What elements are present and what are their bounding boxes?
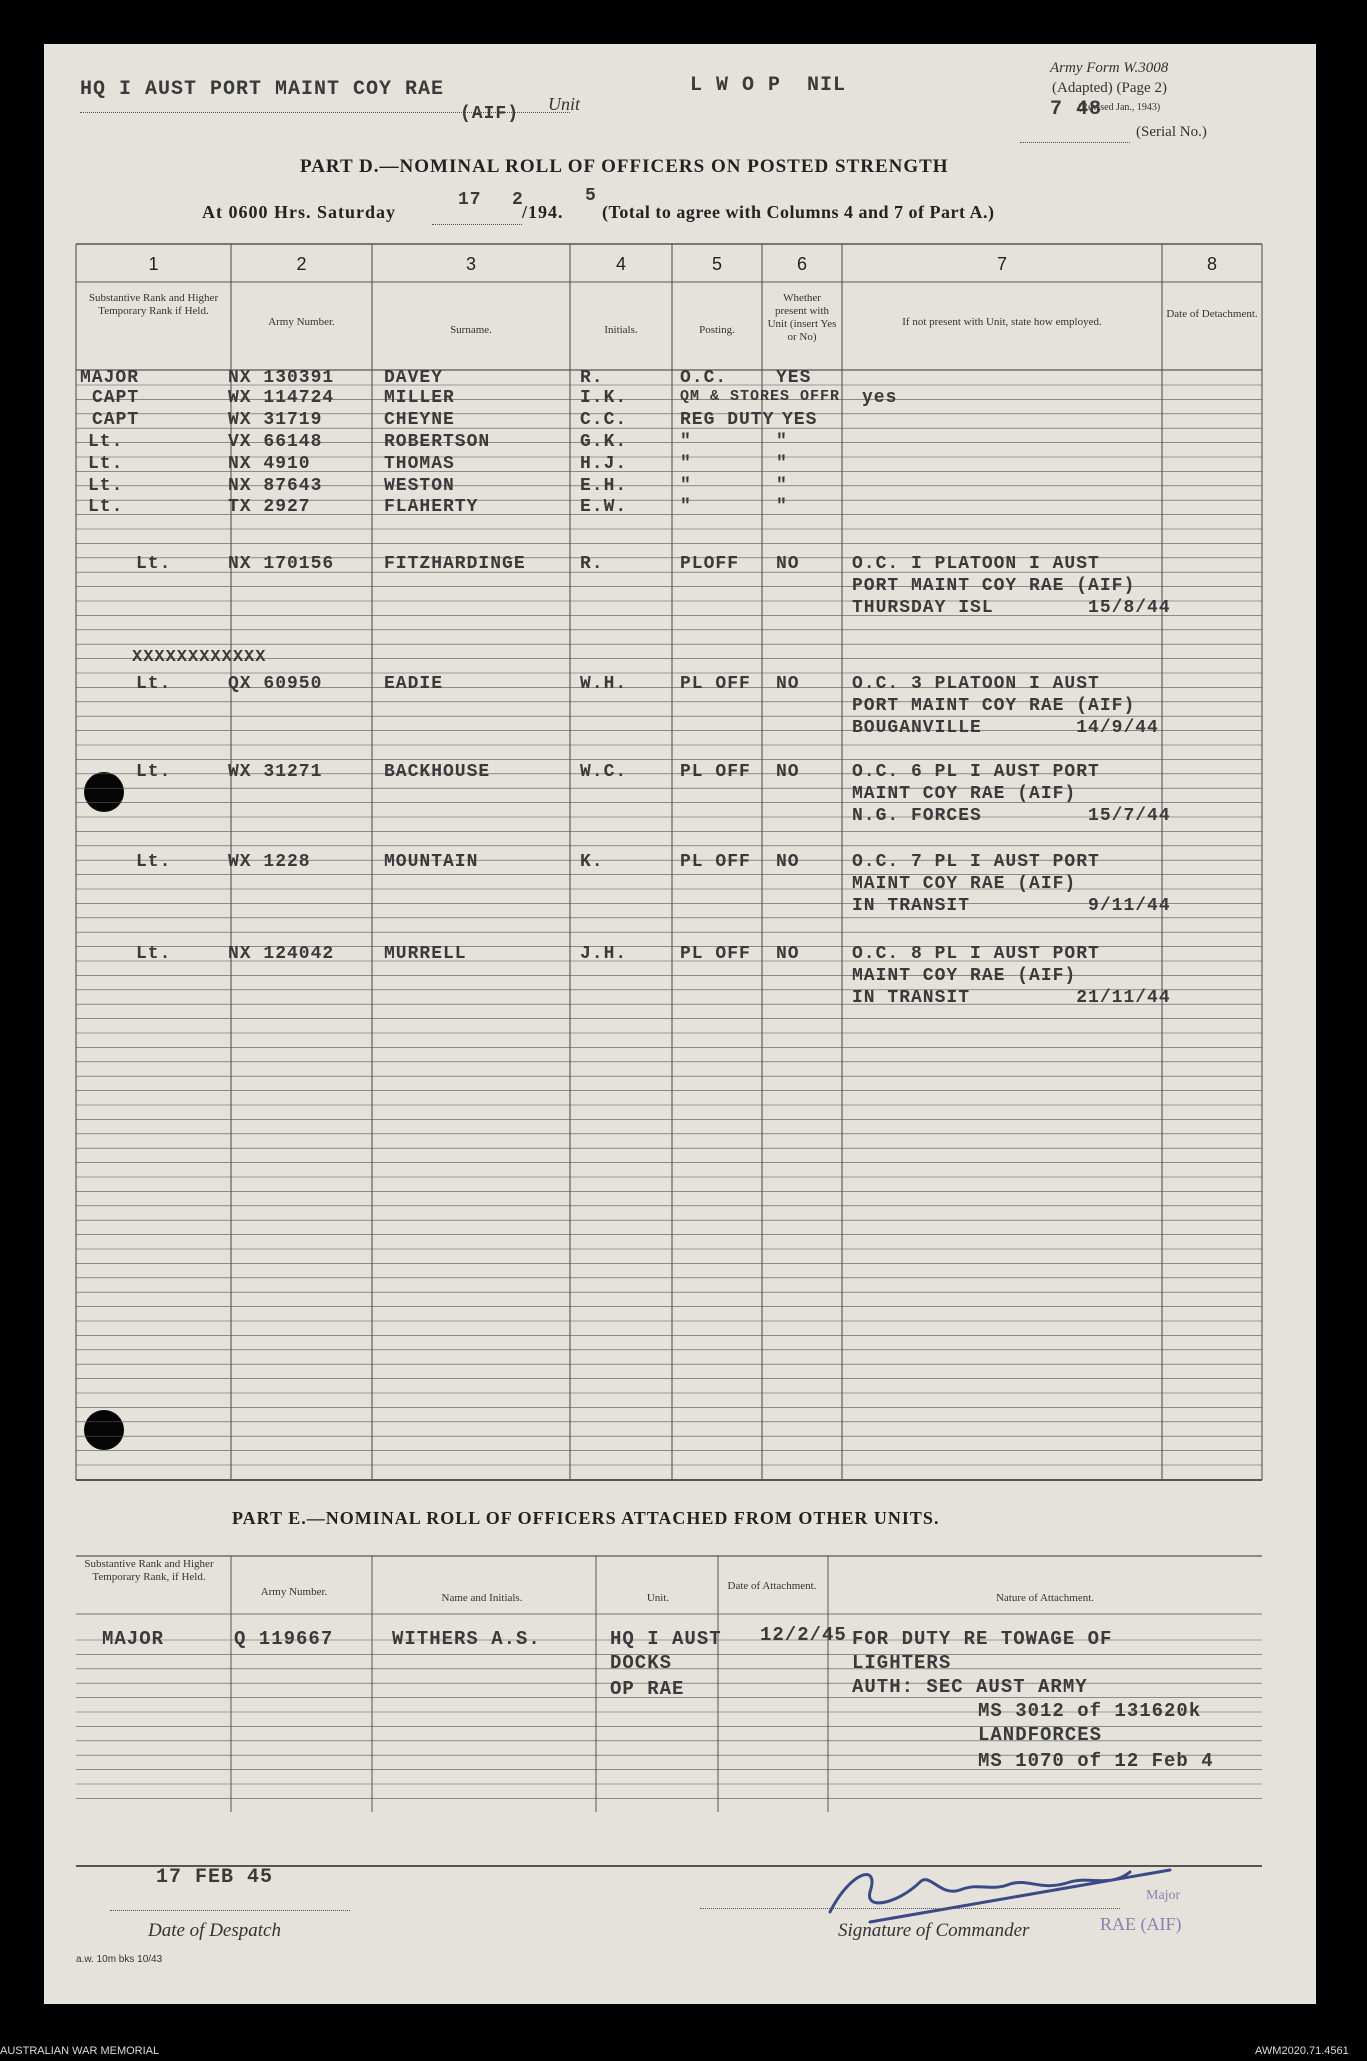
part-e-nature-1: FOR DUTY RE TOWAGE OF — [852, 1628, 1113, 1650]
column-header-5: Posting. — [699, 324, 735, 336]
part-e-nature-3: AUTH: SEC AUST ARMY — [852, 1676, 1088, 1698]
officer-surname: MURRELL — [384, 944, 467, 964]
part-e-unit-2: DOCKS — [610, 1652, 673, 1674]
officer-employment-line: THURSDAY ISL 15/8/44 — [852, 598, 1171, 618]
part-e-name: WITHERS A.S. — [392, 1628, 541, 1650]
form-revised: (Revised Jan., 1943) — [1078, 102, 1161, 113]
officer-posting: " — [680, 497, 692, 517]
officer-rank: Lt. — [136, 554, 172, 574]
officer-army-number: VX 66148 — [228, 432, 323, 452]
column-header-8: Date of Detachment. — [1166, 308, 1258, 320]
officer-posting: " — [680, 432, 692, 452]
officer-posting: PL OFF — [680, 674, 751, 694]
officer-rank: Lt. — [88, 432, 124, 452]
officer-employment-line: O.C. 7 PL I AUST PORT — [852, 852, 1100, 872]
part-e-header-number: Army Number. — [260, 1586, 328, 1598]
officer-employment-line: O.C. 6 PL I AUST PORT — [852, 762, 1100, 782]
officer-surname: FLAHERTY — [384, 497, 479, 517]
part-e-date: 12/2/45 — [760, 1624, 847, 1646]
unit-aif: (AIF) — [460, 104, 520, 124]
officer-rank: Lt. — [136, 944, 172, 964]
officer-present: NO — [776, 944, 800, 964]
officer-initials: J.H. — [580, 944, 628, 964]
officer-employment-line: PORT MAINT COY RAE (AIF) — [852, 576, 1136, 596]
officer-posting: " — [680, 476, 692, 496]
column-number-4: 4 — [615, 254, 626, 274]
officer-surname: THOMAS — [384, 454, 455, 474]
part-d-title: PART D.—NOMINAL ROLL OF OFFICERS ON POSTED STRENGTH — [300, 156, 949, 177]
column-number-8: 8 — [1206, 254, 1217, 274]
officer-employment-line: IN TRANSIT 9/11/44 — [852, 896, 1171, 916]
officer-army-number: TX 2927 — [228, 497, 311, 517]
column-number-2: 2 — [296, 254, 307, 274]
officer-initials: R. — [580, 554, 604, 574]
part-e-title: PART E.—NOMINAL ROLL OF OFFICERS ATTACHED FROM OTHER UNITS. — [232, 1508, 940, 1528]
officer-army-number: NX 87643 — [228, 476, 323, 496]
officer-surname: WESTON — [384, 476, 455, 496]
signature-underline — [700, 1908, 1120, 1909]
officer-posting: O.C. — [680, 368, 728, 388]
column-header-3: Surname. — [450, 324, 492, 336]
officer-army-number: NX 4910 — [228, 454, 311, 474]
part-e-nature-2: LIGHTERS — [852, 1652, 952, 1674]
officer-initials: W.H. — [580, 674, 628, 694]
unit-label: Unit — [548, 94, 581, 114]
officer-rank: Lt. — [88, 497, 124, 517]
form-adapted: (Adapted) (Page 2) — [1052, 80, 1167, 96]
officer-employment-line: IN TRANSIT 21/11/44 — [852, 988, 1171, 1008]
date-year-prefix: /194. — [522, 202, 564, 222]
officer-surname: FITZHARDINGE — [384, 554, 526, 574]
officer-employment-line: O.C. I PLATOON I AUST — [852, 554, 1100, 574]
officer-present: YES — [782, 410, 818, 430]
officer-initials: H.J. — [580, 454, 628, 474]
part-e-nature-4: MS 3012 of 131620k — [978, 1700, 1202, 1722]
serial-label: (Serial No.) — [1136, 124, 1207, 140]
officer-present: " — [776, 497, 788, 517]
part-e-header-nature: Nature of Attachment. — [995, 1592, 1095, 1604]
part-e-unit-3: OP RAE — [610, 1678, 685, 1700]
column-header-6: Whether present with Unit (insert Yes or No) — [767, 292, 837, 343]
officer-present: " — [776, 454, 788, 474]
column-number-7: 7 — [996, 254, 1007, 274]
form-number: Army Form W.3008 — [1050, 60, 1169, 76]
officer-posting: PL OFF — [680, 852, 751, 872]
part-e-nature-6: MS 1070 of 12 Feb 4 — [978, 1750, 1214, 1772]
officer-rank: Lt. — [136, 852, 172, 872]
officer-employment-line: MAINT COY RAE (AIF) — [852, 874, 1077, 894]
column-header-1: Substantive Rank and Higher Temporary Rank if Held. — [88, 292, 219, 317]
officer-present: NO — [776, 852, 800, 872]
part-e-rank: MAJOR — [102, 1628, 165, 1650]
officer-surname: BACKHOUSE — [384, 762, 491, 782]
officer-surname: CHEYNE — [384, 410, 455, 430]
officer-posting: REG DUTY — [680, 410, 775, 430]
column-header-2: Army Number. — [268, 316, 335, 328]
archive-caption-right: AWM2020.71.4561 — [1255, 2045, 1349, 2057]
officer-rank: Lt. — [136, 762, 172, 782]
officer-rank: CAPT — [92, 388, 140, 408]
officer-initials: E.W. — [580, 497, 628, 517]
officer-employment-line: N.G. FORCES 15/7/44 — [852, 806, 1171, 826]
part-e-nature-5: LANDFORCES — [978, 1724, 1103, 1746]
unit-typed: HQ I AUST PORT MAINT COY RAE — [80, 78, 445, 101]
officer-initials: G.K. — [580, 432, 628, 452]
officer-employment-line: MAINT COY RAE (AIF) — [852, 784, 1077, 804]
officer-rank: Lt. — [136, 674, 172, 694]
despatch-label: Date of Despatch — [148, 1920, 281, 1941]
officer-army-number: NX 124042 — [228, 944, 335, 964]
part-e-number: Q 119667 — [234, 1628, 334, 1650]
stamp-rank: Major — [1146, 1888, 1181, 1903]
despatch-date: 17 FEB 45 — [156, 1866, 274, 1889]
officer-army-number: NX 130391 — [228, 368, 335, 388]
officer-posting: " — [680, 454, 692, 474]
officer-present: YES — [776, 368, 812, 388]
lwop-typed: L W O P NIL — [690, 74, 847, 97]
officer-army-number: WX 31719 — [228, 410, 323, 430]
stamp-unit: RAE (AIF) — [1100, 1914, 1182, 1934]
officer-initials: R. — [580, 368, 604, 388]
part-e-header-unit: Unit. — [646, 1592, 670, 1604]
date-year: 5 — [585, 186, 597, 206]
officer-posting: PLOFF — [680, 554, 740, 574]
date-line-suffix: (Total to agree with Columns 4 and 7 of Part A.) — [602, 202, 995, 222]
column-header-7: If not present with Unit, state how employed. — [902, 316, 1102, 328]
officer-present: NO — [776, 554, 800, 574]
officer-rank: MAJOR — [80, 368, 140, 388]
archive-caption-left: AUSTRALIAN WAR MEMORIAL — [0, 2045, 160, 2057]
officer-army-number: NX 170156 — [228, 554, 335, 574]
officer-present: NO — [776, 674, 800, 694]
print-code: a.w. 10m bks 10/43 — [76, 1954, 163, 1965]
officer-rank: CAPT — [92, 410, 140, 430]
officer-initials: C.C. — [580, 410, 628, 430]
officer-surname: DAVEY — [384, 368, 444, 388]
officer-present: yes — [862, 388, 898, 408]
officer-initials: E.H. — [580, 476, 628, 496]
part-e-unit-1: HQ I AUST — [610, 1628, 722, 1650]
column-number-5: 5 — [711, 254, 722, 274]
officer-surname: MILLER — [384, 388, 455, 408]
signature-label: Signature of Commander — [838, 1920, 1030, 1941]
officer-army-number: QX 60950 — [228, 674, 323, 694]
column-number-1: 1 — [148, 254, 159, 274]
officer-initials: K. — [580, 852, 604, 872]
column-number-6: 6 — [796, 254, 807, 274]
date-day: 17 — [458, 190, 482, 210]
column-header-4: Initials. — [604, 324, 638, 336]
officer-surname: MOUNTAIN — [384, 852, 479, 872]
officer-initials: I.K. — [580, 388, 628, 408]
part-e-header-date: Date of Attachment. — [727, 1580, 817, 1592]
officer-present: " — [776, 476, 788, 496]
officer-posting: PL OFF — [680, 944, 751, 964]
officer-army-number: WX 31271 — [228, 762, 323, 782]
officer-rank: Lt. — [88, 454, 124, 474]
officer-employment-line: MAINT COY RAE (AIF) — [852, 966, 1077, 986]
officer-employment-line: O.C. 8 PL I AUST PORT — [852, 944, 1100, 964]
officer-employment-line: O.C. 3 PLATOON I AUST — [852, 674, 1100, 694]
officer-army-number: WX 114724 — [228, 388, 335, 408]
officer-posting: PL OFF — [680, 762, 751, 782]
serial-typed: 7 48 — [1050, 98, 1103, 121]
officer-initials: W.C. — [580, 762, 628, 782]
officer-surname: EADIE — [384, 674, 444, 694]
officer-employment-line: PORT MAINT COY RAE (AIF) — [852, 696, 1136, 716]
officer-present: " — [776, 432, 788, 452]
date-line-prefix: At 0600 Hrs. Saturday — [202, 202, 397, 222]
column-number-3: 3 — [465, 254, 476, 274]
part-e-header-rank: Substantive Rank and Higher Temporary Rank, if Held. — [84, 1558, 214, 1583]
despatch-underline — [110, 1910, 350, 1911]
date-month: 2 — [512, 190, 524, 210]
officer-rank: Lt. — [88, 476, 124, 496]
officer-army-number: WX 1228 — [228, 852, 311, 872]
officer-employment-line: BOUGANVILLE 14/9/44 — [852, 718, 1159, 738]
struck-out-text: XXXXXXXXXXXX — [132, 648, 267, 667]
part-e-header-name: Name and Initials. — [441, 1592, 523, 1604]
officer-surname: ROBERTSON — [384, 432, 491, 452]
officer-present: NO — [776, 762, 800, 782]
officer-posting: QM & STORES OFFR — [680, 388, 841, 405]
